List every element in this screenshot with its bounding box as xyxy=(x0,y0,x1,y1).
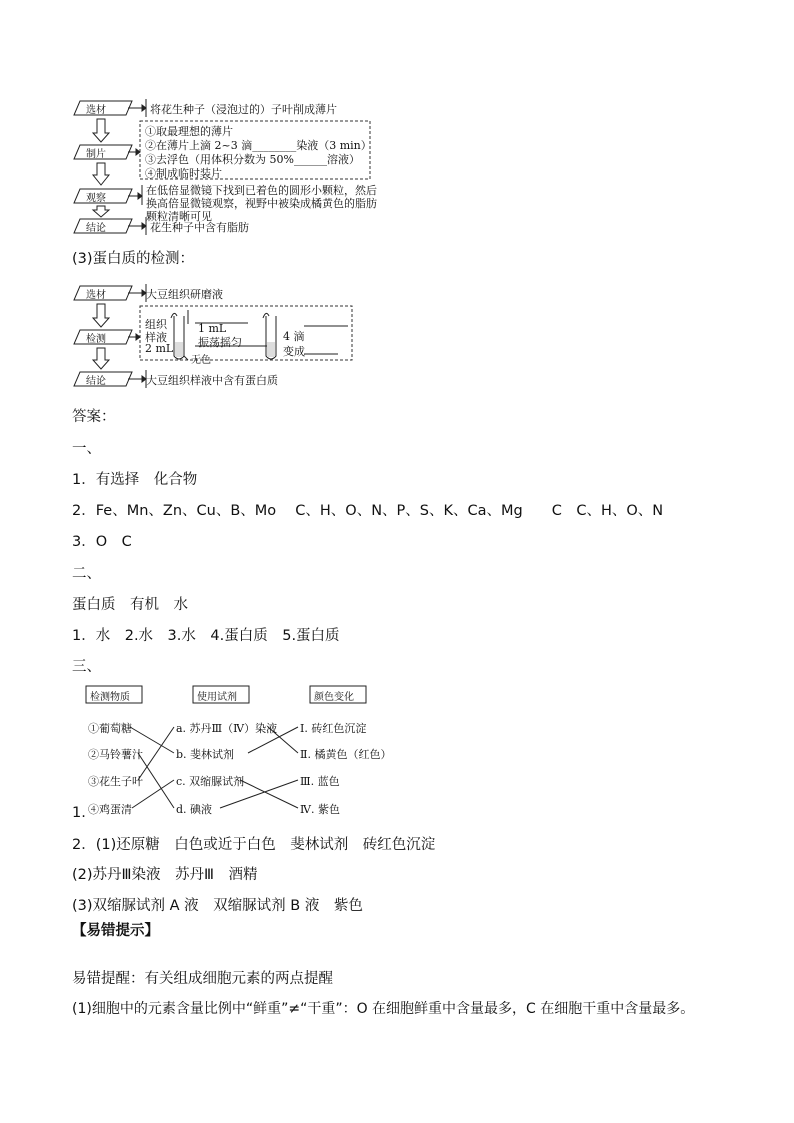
match-color-2: Ⅱ. 橘黄色（红色） xyxy=(300,748,392,761)
flow2-colorless: 无色 xyxy=(191,355,211,366)
flow2-shake: 振荡摇匀 xyxy=(198,336,242,349)
match-substance-4: ④鸡蛋清 xyxy=(88,803,132,816)
flow2-step-jielun: 结论 xyxy=(86,376,106,387)
flow2-drops: 4 滴 xyxy=(283,330,305,343)
answer-2-1: 1．水 2.水 3.水 4.蛋白质 5.蛋白质 xyxy=(72,628,340,644)
flow2-xuancai-text: 大豆组织研磨液 xyxy=(146,288,223,301)
match-reagent-b: b. 斐林试剂 xyxy=(176,748,235,761)
answers-section-2: 二、 xyxy=(72,566,101,582)
flow1-step-xuancai: 选材 xyxy=(86,105,106,116)
flow1-guancha-1: 在低倍显微镜下找到已着色的圆形小颗粒，然后 xyxy=(146,184,377,197)
tips-heading: 【易错提示】 xyxy=(72,923,159,939)
answer-1-3: 3．O C xyxy=(72,534,132,550)
match-header-reagent: 使用试剂 xyxy=(197,692,237,703)
match-substance-3: ③花生子叶 xyxy=(88,775,143,788)
answer-3-2: 2．(1)还原糖 白色或近于白色 斐林试剂 砖红色沉淀 xyxy=(72,837,436,853)
answer-3-1-label: 1. xyxy=(72,805,86,821)
flow1-zhipian-3: ③去浮色（用体积分数为 50%______溶液） xyxy=(145,153,360,166)
flow2-jielun-text: 大豆组织样液中含有蛋白质 xyxy=(146,374,278,387)
flow1-zhipian-4: ④制成临时装片 xyxy=(145,167,222,180)
flow2-sample-2: 样液 xyxy=(145,331,167,344)
tips-subtitle: 易错提醒：有关组成细胞元素的两点提醒 xyxy=(72,971,333,987)
flow1-xuancai-text: 将花生种子（浸泡过的）子叶削成薄片 xyxy=(150,103,337,116)
flow2-reagent: 1 mL xyxy=(198,322,227,335)
answer-2-0: 蛋白质 有机 水 xyxy=(72,597,188,613)
match-color-1: Ⅰ. 砖红色沉淀 xyxy=(300,722,367,735)
tips-paragraph-1: (1)细胞中的元素含量比例中“鲜重”≠“干重”：O 在细胞鲜重中含量最多，C 在细胞干重中含量最多。 xyxy=(72,1001,695,1017)
flow1-step-guancha: 观察 xyxy=(86,193,106,204)
flow1-guancha-2: 换高倍显微镜观察，视野中被染成橘黄色的脂肪 xyxy=(146,197,377,210)
match-color-3: Ⅲ. 蓝色 xyxy=(300,775,340,788)
flow2-sample-3: 2 mL xyxy=(145,342,174,355)
match-substance-2: ②马铃薯汁 xyxy=(88,748,143,761)
answer-1-1: 1．有选择 化合物 xyxy=(72,472,198,488)
match-header-substance: 检测物质 xyxy=(90,692,130,703)
answers-section-3: 三、 xyxy=(72,659,101,675)
flow1-guancha-3: 颗粒清晰可见 xyxy=(146,210,212,223)
flow1-zhipian-2: ②在薄片上滴 2~3 滴________染液（3 min） xyxy=(145,139,372,152)
flow2-step-jiance: 检测 xyxy=(86,334,106,345)
section-3-title: (3)蛋白质的检测： xyxy=(72,251,195,267)
flow2-becomes: 变成 xyxy=(283,345,305,358)
answers-heading: 答案： xyxy=(72,409,116,425)
answer-3-3: (2)苏丹Ⅲ染液 苏丹Ⅲ 酒精 xyxy=(72,867,258,883)
match-reagent-c: c. 双缩脲试剂 xyxy=(176,775,245,788)
flow1-step-jielun: 结论 xyxy=(86,223,106,234)
answer-3-4: (3)双缩脲试剂 A 液 双缩脲试剂 B 液 紫色 xyxy=(72,898,363,914)
match-header-color: 颜色变化 xyxy=(314,692,354,703)
flow2-sample-1: 组织 xyxy=(145,318,167,331)
match-color-4: Ⅳ. 紫色 xyxy=(300,803,340,816)
answers-section-1: 一、 xyxy=(72,441,101,457)
match-substance-1: ①葡萄糖 xyxy=(88,722,132,735)
flow1-zhipian-1: ①取最理想的薄片 xyxy=(145,125,233,138)
answer-1-2: 2．Fe、Mn、Zn、Cu、B、Mo C、H、O、N、P、S、K、Ca、Mg C C、H、O、N xyxy=(72,503,664,519)
match-reagent-d: d. 碘液 xyxy=(176,803,213,816)
flow1-jielun-text: 花生种子中含有脂肪 xyxy=(150,221,249,234)
flow1-step-zhipian: 制片 xyxy=(86,149,106,160)
flow2-step-xuancai: 选材 xyxy=(86,290,106,301)
match-reagent-a: a. 苏丹Ⅲ（Ⅳ）染液 xyxy=(176,722,278,735)
